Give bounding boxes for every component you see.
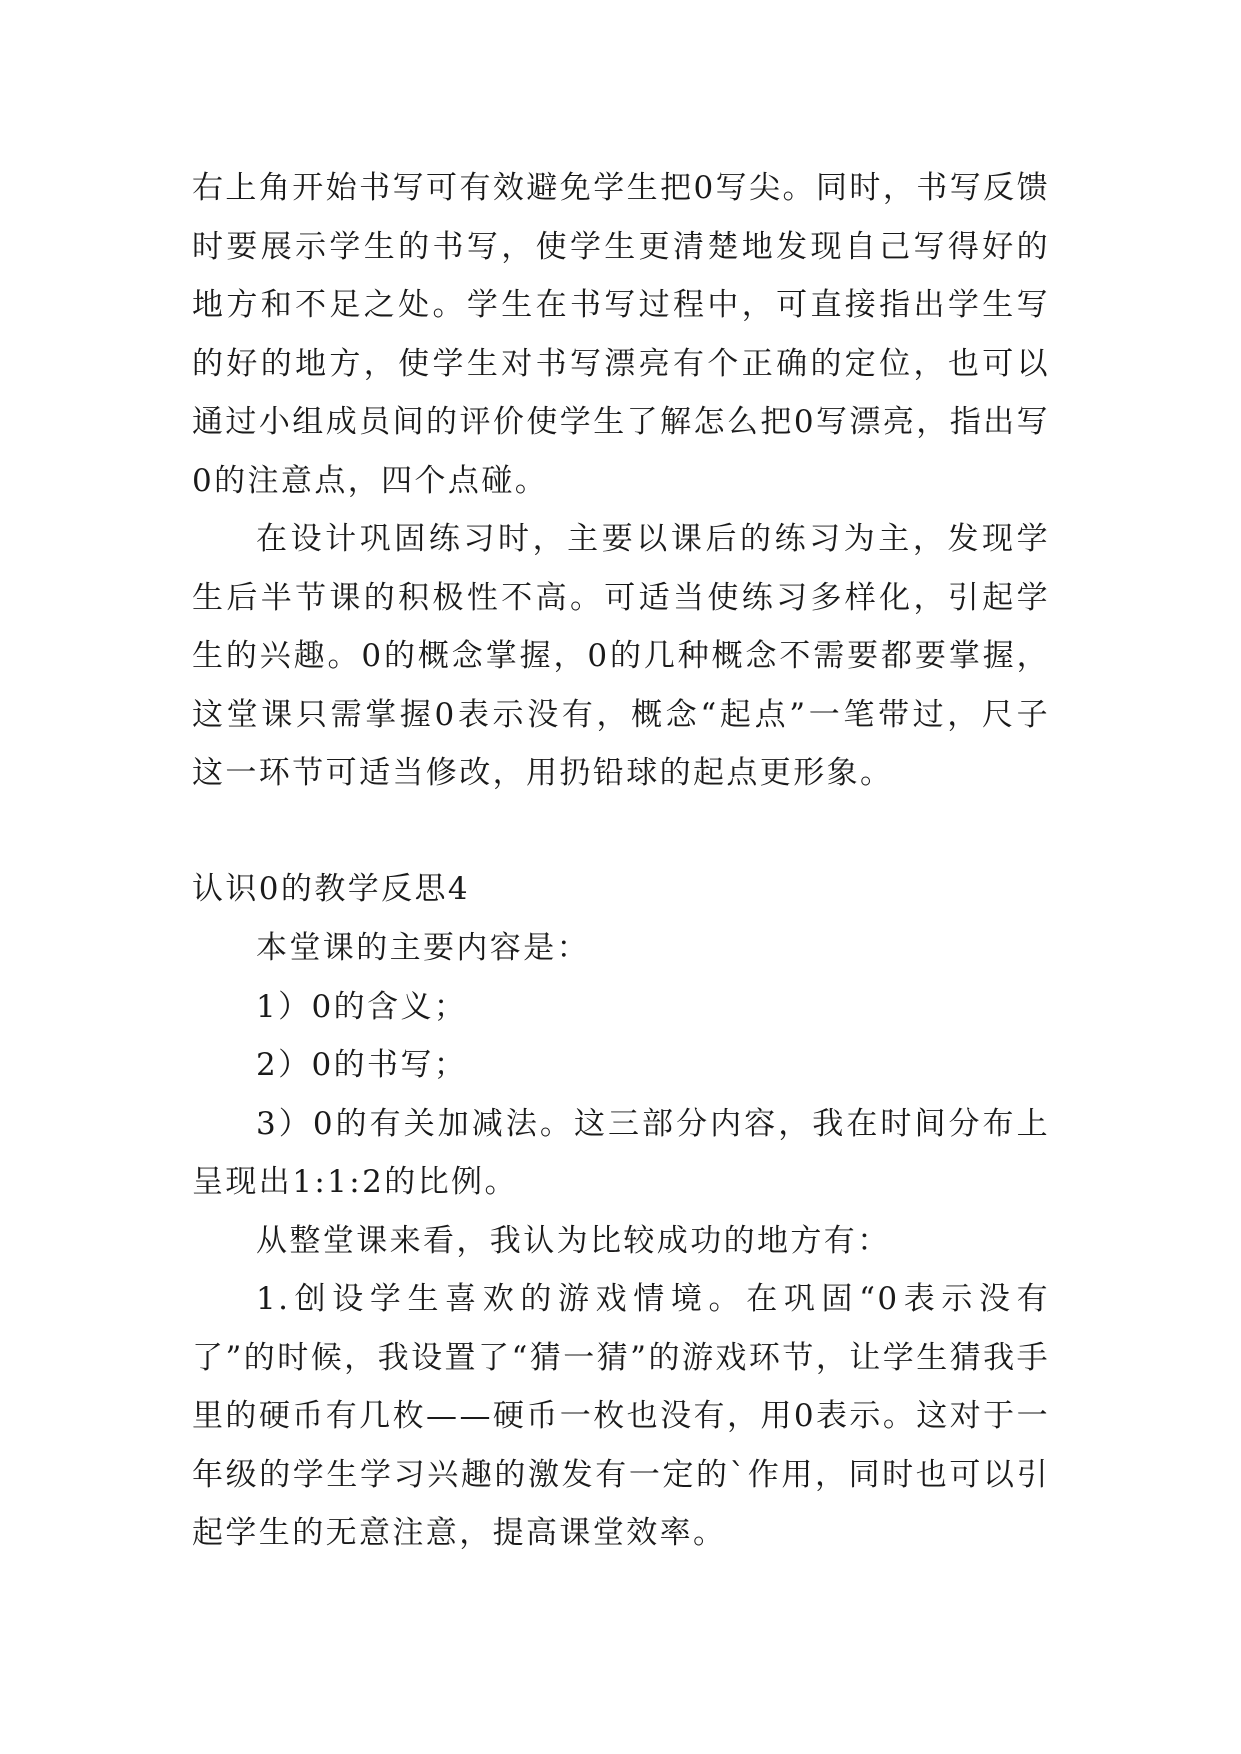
paragraph-success-intro: 从整堂课来看，我认为比较成功的地方有： xyxy=(256,1222,891,1259)
section-body xyxy=(192,919,1050,1563)
paragraph-writing-feedback: 右上角开始书写可有效避免学生把0写尖。同时，书写反馈时要展示学生的书写，使学生更清楚地发现自己写得好的地方和不足之处。学生在书写过程中，可直接指出学生写的好的地方，使学生对书写漂亮有个正确的定位，也可以通过小组成员间的评价使学生了解怎么把0写漂亮，指出写0的注意点，四个点碰。 xyxy=(192,170,1050,499)
paragraph-practice-design: 在设计巩固练习时，主要以课后的练习为主，发现学生后半节课的积极性不高。可适当使练习多样化，引起学生的兴趣。0的概念掌握，0的几种概念不需要都要掌握，这堂课只需掌握0表示没有，概念“起点”一笔带过，尺子这一环节可适当修改，用扔铅球的起点更形象。 xyxy=(192,521,1050,791)
paragraph-lesson-intro: 本堂课的主要内容是： xyxy=(256,930,590,966)
paragraph-game-scenario: 1.创设学生喜欢的游戏情境。在巩固“0表示没有了”的时候，我设置了“猜一猜”的游戏环节，让学生猜我手里的硬币有几枚——硬币一枚也没有，用0表示。这对于一年级的学生学习兴趣的激发有一定的`作用，同时也可以引起学生的无意注意，提高课堂效率。 xyxy=(192,1281,1050,1551)
practice-paragraph-block xyxy=(192,510,1050,803)
list-item-meaning: 1）0的含义； xyxy=(256,988,468,1025)
list-item-arithmetic: 3）0的有关加减法。这三部分内容，我在时间分布上呈现出1:1:2的比例。 xyxy=(192,1105,1050,1200)
section-title: 认识0的教学反思4 xyxy=(192,871,471,907)
continued-paragraph xyxy=(192,159,1050,510)
list-item-writing: 2）0的书写； xyxy=(256,1047,468,1083)
